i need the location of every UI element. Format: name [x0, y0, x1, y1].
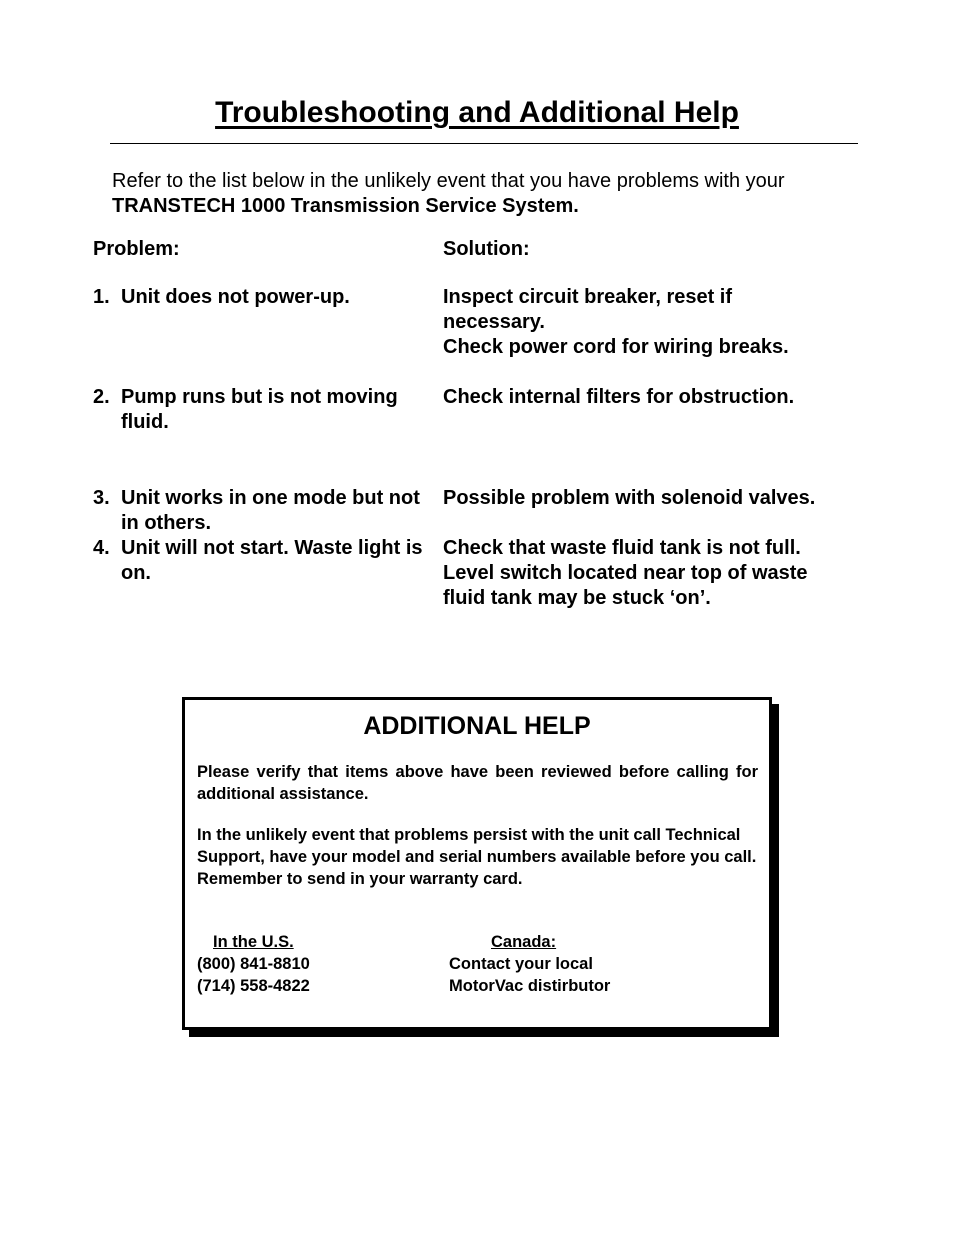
- canada-contact: [449, 931, 610, 997]
- problem-item-1: [93, 285, 433, 310]
- canada-line-2: MotorVac distirbutor: [449, 977, 611, 995]
- solution-item-4: [443, 536, 848, 611]
- problem-number: 2.: [93, 386, 110, 408]
- solution-column-header: Solution:: [443, 238, 530, 260]
- problem-text: Unit does not power-up.: [121, 286, 350, 308]
- problem-text: Pump runs but is not moving fluid.: [121, 386, 398, 433]
- additional-help-box: [182, 697, 772, 1030]
- us-phone-1: (800) 841-8810: [197, 955, 310, 973]
- intro-text: Refer to the list below in the unlikely event that you have problems with your: [112, 170, 785, 192]
- solution-text: Check internal filters for obstruction.: [443, 386, 795, 408]
- solution-text: Possible problem with solenoid valves.: [443, 487, 816, 509]
- solution-text: Check that waste fluid tank is not full.: [443, 537, 801, 559]
- solution-text: Inspect circuit breaker, reset if necessary.: [443, 286, 733, 333]
- title-divider: [110, 143, 858, 144]
- problem-number: 3.: [93, 487, 110, 509]
- solution-item-3: [443, 486, 863, 511]
- solution-item-1: [443, 285, 803, 360]
- problem-item-2: [93, 385, 433, 435]
- solution-text: Check power cord for wiring breaks.: [443, 336, 789, 358]
- problem-item-4: [93, 536, 433, 586]
- solution-text: Level switch located near top of waste fluid tank may be stuck ‘on’.: [443, 562, 808, 609]
- problem-text: Unit will not start. Waste light is on.: [121, 537, 423, 584]
- canada-line-1: Contact your local: [449, 955, 593, 973]
- us-heading: In the U.S.: [213, 933, 294, 951]
- problem-number: 1.: [93, 286, 110, 308]
- help-support-paragraph: In the unlikely event that problems persist with the unit call Technical Support, have your model and serial numbers available before you call. Remember to send in your warranty card.: [197, 826, 757, 888]
- us-phone-2: (714) 558-4822: [197, 977, 310, 995]
- product-name: TRANSTECH 1000 Transmission Service System.: [112, 195, 579, 217]
- problem-number: 4.: [93, 537, 110, 559]
- problem-column-header: Problem:: [93, 238, 180, 260]
- help-title: ADDITIONAL HELP: [363, 712, 591, 740]
- help-verify-paragraph: Please verify that items above have been reviewed before calling for additional assistance.: [197, 763, 758, 803]
- intro-paragraph: [112, 169, 852, 219]
- problem-text: Unit works in one mode but not in others.: [121, 487, 420, 534]
- solution-item-2: [443, 385, 863, 410]
- canada-heading: Canada:: [491, 933, 557, 951]
- problem-item-3: [93, 486, 433, 536]
- us-contact: [197, 931, 310, 997]
- page-title: Troubleshooting and Additional Help: [215, 96, 739, 129]
